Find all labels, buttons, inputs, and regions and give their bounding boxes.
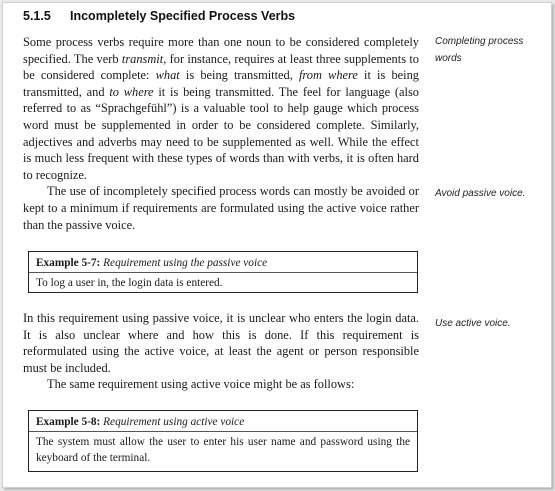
example-text: The system must allow the user to enter his user name and password using the keyboard of the terminal.	[36, 436, 410, 464]
section-number: 5.1.5	[23, 9, 51, 23]
section-title: Incompletely Specified Process Verbs	[70, 9, 296, 23]
emphasis-what: what	[155, 68, 180, 83]
margin-note-completing: Completing process words	[435, 36, 524, 64]
example-title	[29, 252, 417, 273]
body-text-lower	[23, 310, 419, 393]
emphasis-transmit: transmit	[121, 51, 164, 66]
example-caption: Requirement using active voice	[103, 416, 245, 428]
body-text-upper	[23, 34, 419, 233]
example-caption: Requirement using the passive voice	[103, 257, 268, 269]
example-text: To log a user in, the login data is entered.	[36, 277, 223, 289]
margin-note-avoid-passive: Avoid passive voice.	[435, 188, 526, 199]
paragraph-4: The same requirement using active voice might be as follows:	[47, 377, 355, 392]
example-label: Example 5-8:	[36, 416, 101, 428]
book-page	[2, 2, 552, 488]
emphasis-from-where: from where	[298, 68, 358, 83]
paragraph-1	[23, 34, 419, 183]
example-label: Example 5-7:	[36, 257, 101, 269]
paragraph-1-text-d: it is being transmitted, and	[23, 68, 419, 99]
paragraph-1-text-b: , for instance, requires at least three supplements to be considered complete:	[23, 51, 419, 83]
paragraph-1-text-c: is being transmitted,	[179, 68, 299, 83]
paragraph-1-text-e: it is being transmitted. The feel for language (also referred to as “Sprachgefühl”) is a valuable tool to help gauge which process word must be supplemented in order to be considered complete. Similarly, adjectives and adverbs may need to be supplemented as well. While the effect is much less frequent with these types of words than with verbs, it is often hard to recognize.	[23, 84, 420, 182]
paragraph-3: In this requirement using passive voice, it is unclear who enters the login data. It is also unclear where and how this is done. If this requirement is reformulated using the active voice, at least the agent or person responsible must be included.	[23, 311, 419, 375]
emphasis-to-where: to where	[109, 84, 154, 99]
example-box-passive	[28, 251, 418, 293]
example-title	[29, 411, 417, 432]
example-box-active	[28, 410, 418, 472]
paragraph-1-text-a: Some process verbs require more than one noun to be considered completely specified. The verb	[23, 35, 419, 66]
margin-note-use-active: Use active voice.	[435, 318, 511, 329]
section-heading	[23, 9, 295, 23]
paragraph-2: The use of incompletely specified process words can mostly be avoided or kept to a minimum if requirements are formulated using the active voice rather than the passive voice.	[23, 184, 419, 232]
